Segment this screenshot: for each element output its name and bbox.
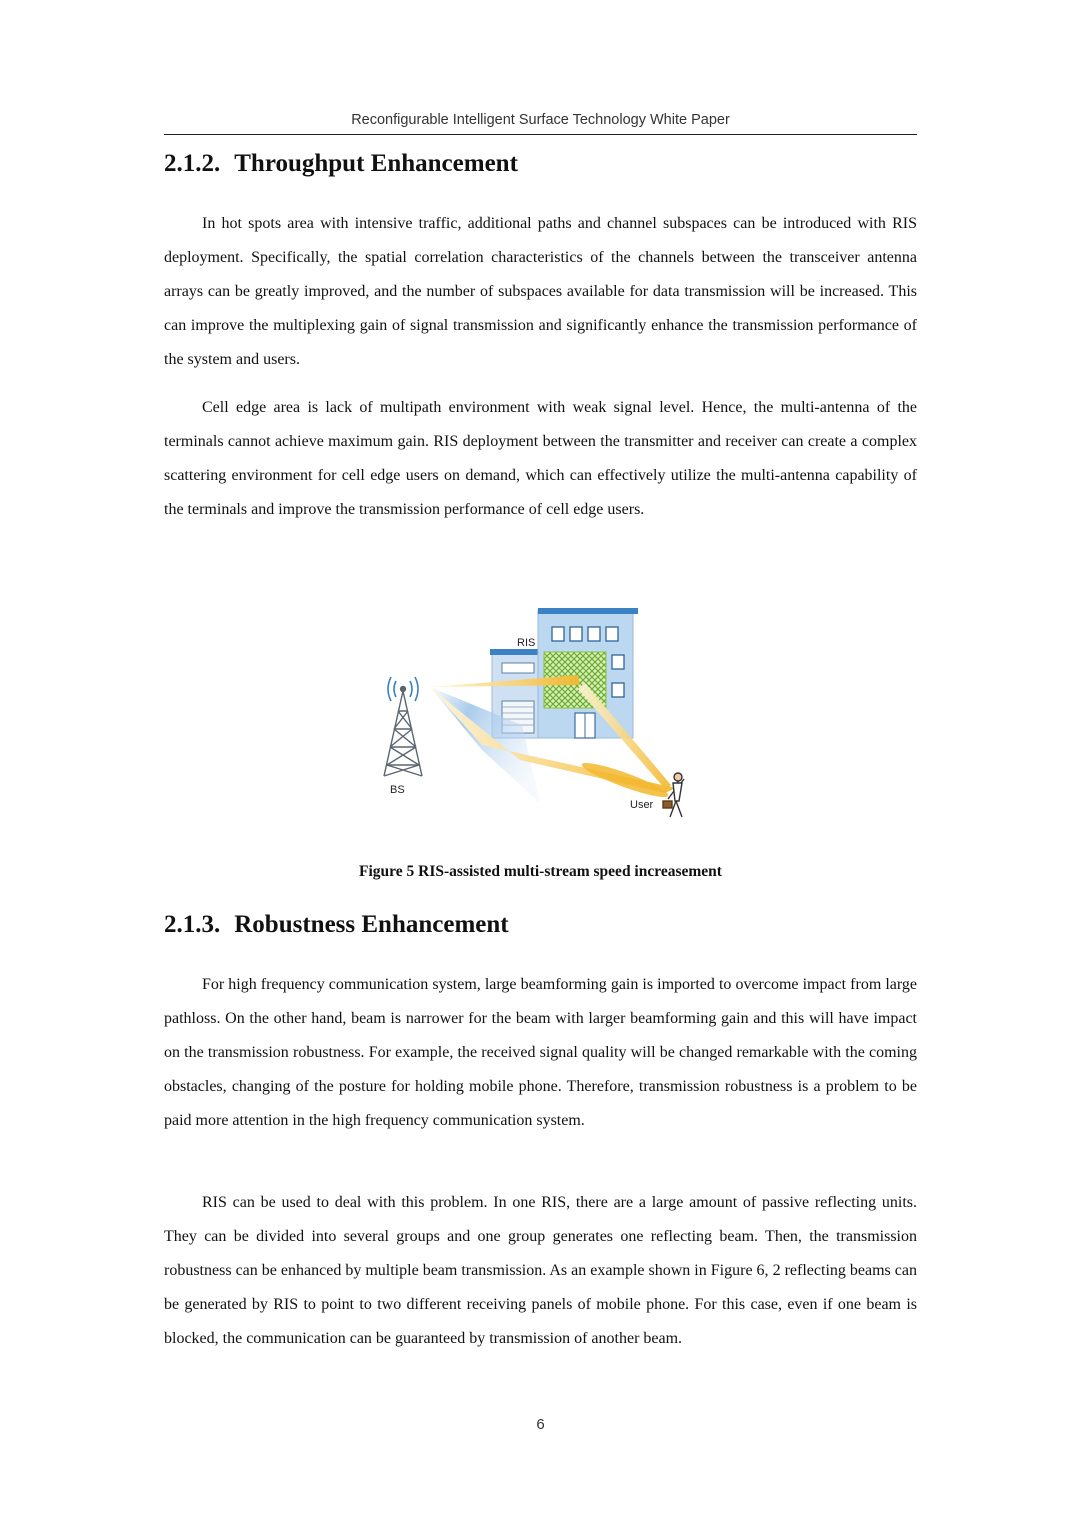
building [490,608,638,738]
figure-ris-multistream [370,605,710,830]
section-heading-robustness [164,911,509,939]
header-rule [164,134,917,135]
paragraph-throughput-2: Cell edge area is lack of multipath environment with weak signal level. Hence, the multi-antenna of the terminals cannot achieve maximum gain. RIS deployment between the transmitter and receiver can create a complex scattering environment for cell edge users on demand, which can effectively utilize the multi-antenna capability of the terminals and improve the transmission performance of cell edge users. [164,399,917,518]
section-number: 2.1.3. [164,911,221,938]
section-number: 2.1.2. [164,150,221,177]
figure-label-user: User [630,799,654,811]
paragraph-robustness-1: For high frequency communication system, large beamforming gain is imported to overcome impact from large pathloss. On the other hand, beam is narrower for the beam with larger beamforming gain and this will have impact on the transmission robustness. For example, the received signal quality will be changed remarkable with the coming obstacles, changing of the posture for holding mobile phone. Therefore, transmission robustness is a problem to be paid more attention in the high frequency communication system. [164,976,917,1129]
section-title: Throughput Enhancement [234,150,518,177]
beam-lobe [579,758,670,803]
section-title: Robustness Enhancement [234,911,509,938]
page-number: 6 [536,1416,545,1433]
figure-illustration [370,605,710,830]
bs-tower-icon [384,677,422,776]
figure-label-ris: RIS [517,637,536,649]
section-heading-throughput [164,150,518,178]
paragraph-robustness-2: RIS can be used to deal with this problem. In one RIS, there are a large amount of passive reflecting units. They can be divided into several groups and one group generates one reflecting beam. Then, the transmission robustness can be enhanced by multiple beam transmission. As an example shown in Figure 6, 2 reflecting beams can be generated by RIS to point to two different receiving panels of mobile phone. For this case, even if one beam is blocked, the communication can be guaranteed by transmission of another beam. [164,1194,917,1347]
figure-caption: Figure 5 RIS-assisted multi-stream speed increasement [359,863,722,880]
paragraph-throughput-1: In hot spots area with intensive traffic, additional paths and channel subspaces can be introduced with RIS deployment. Specifically, the spatial correlation characteristics of the channels between the transceiver antenna arrays can be greatly improved, and the number of subspaces available for data transmission will be increased. This can improve the multiplexing gain of signal transmission and significantly enhance the transmission performance of the system and users. [164,215,917,368]
figure-label-bs: BS [390,784,405,796]
running-header: Reconfigurable Intelligent Surface Technology White Paper [351,112,730,128]
